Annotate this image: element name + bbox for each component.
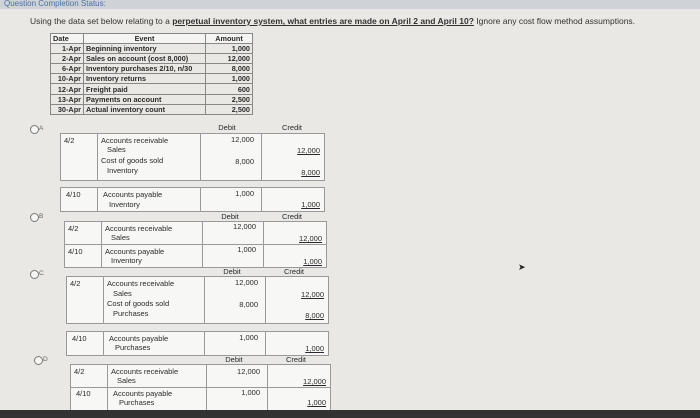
debit-amount: 1,000 [235,189,254,198]
row-date: 13-Apr [51,94,84,104]
account-name: Cost of goods sold [101,156,164,165]
credit-header: Credit [281,123,302,132]
debit-header: Debit [218,123,236,132]
account-name: Purchases [119,398,155,407]
debit-amount: 1,000 [241,388,260,397]
debit-header: Debit [221,212,239,221]
account-name: Sales [113,289,132,298]
option-c-letter: C [39,270,44,277]
account-name: Purchases [115,343,151,352]
account-name: Inventory [109,200,140,209]
account-name: Accounts payable [109,334,169,343]
row-amount: 600 [206,84,253,94]
entry-date: 4/10 [76,389,91,398]
entry-date: 4/10 [72,334,87,343]
entry-date: 4/10 [66,190,81,199]
option-d-letter: D [43,356,48,363]
table-row [51,84,253,94]
row-amount: 1,000 [206,44,253,54]
data-set-table [50,33,253,115]
account-name: Sales [107,145,126,154]
credit-header: Credit [283,267,304,276]
row-date: 1-Apr [51,44,84,54]
row-amount: 8,000 [206,64,253,74]
debit-amount: 8,000 [239,300,258,309]
table-row [51,74,253,84]
status-bar [0,0,700,9]
credit-amount: 1,000 [303,257,322,266]
debit-amount: 12,000 [237,367,260,376]
header-event: Event [84,34,206,44]
account-name: Accounts receivable [101,136,169,145]
question-tail: Ignore any cost flow method assumptions. [473,16,636,26]
row-date: 12-Apr [51,84,84,94]
table-header-row [51,34,253,44]
option-c-radio[interactable] [30,270,39,279]
header-amount: Amount [206,34,253,44]
row-date: 6-Apr [51,64,84,74]
option-a-letter: A [39,125,44,132]
row-event: Freight paid [84,84,206,94]
credit-header: Credit [281,212,302,221]
row-event: Payments on account [84,94,206,104]
table-row [51,44,253,54]
credit-amount: 12,000 [299,234,322,243]
entry-date: 4/2 [64,136,75,145]
option-d-radio[interactable] [34,356,43,365]
debit-amount: 12,000 [235,278,258,287]
status-label: Question Completion Status: [4,0,106,8]
account-name: Inventory [111,256,142,265]
debit-amount: 1,000 [239,333,258,342]
credit-amount: 12,000 [297,146,320,155]
question-lead: Using the data set below relating to a [30,16,173,26]
question-text [30,16,635,26]
account-name: Accounts receivable [107,279,175,288]
row-event: Actual inventory count [84,104,206,114]
option-a-radio[interactable] [30,125,39,134]
row-event: Sales on account (cost 8,000) [84,54,206,64]
bottom-bar [0,410,700,418]
credit-amount: 1,000 [307,398,326,407]
account-name: Accounts payable [113,389,173,398]
option-b-letter: B [39,213,44,220]
debit-amount: 12,000 [233,222,256,231]
row-event: Beginning inventory [84,44,206,54]
account-name: Accounts payable [103,190,163,199]
table-row [51,54,253,64]
debit-amount: 1,000 [237,245,256,254]
row-date: 10-Apr [51,74,84,84]
credit-amount: 1,000 [301,200,320,209]
row-amount: 12,000 [206,54,253,64]
account-name: Accounts receivable [111,367,179,376]
credit-amount: 8,000 [301,168,320,177]
account-name: Sales [111,233,130,242]
mouse-cursor-icon: ➤ [518,262,526,272]
row-date: 30-Apr [51,104,84,114]
row-date: 2-Apr [51,54,84,64]
credit-header: Credit [285,355,306,364]
table-row [51,94,253,104]
entry-date: 4/2 [74,367,85,376]
debit-header: Debit [223,267,241,276]
row-event: Inventory purchases 2/10, n/30 [84,64,206,74]
account-name: Purchases [113,309,149,318]
account-name: Accounts payable [105,247,165,256]
option-b-radio[interactable] [30,213,39,222]
debit-amount: 8,000 [235,157,254,166]
header-date: Date [51,34,84,44]
entry-date: 4/10 [68,247,83,256]
debit-amount: 12,000 [231,135,254,144]
row-amount: 1,000 [206,74,253,84]
debit-header: Debit [225,355,243,364]
account-name: Accounts receivable [105,224,173,233]
question-bold: perpetual inventory system, what entries are made on April 2 and April 10? [172,16,474,26]
row-amount: 2,500 [206,94,253,104]
account-name: Cost of goods sold [107,299,170,308]
credit-amount: 12,000 [303,377,326,386]
row-amount: 2,500 [206,104,253,114]
credit-amount: 8,000 [305,311,324,320]
credit-amount: 12,000 [301,290,324,299]
account-name: Sales [117,376,136,385]
table-row [51,64,253,74]
row-event: Inventory returns [84,74,206,84]
entry-date: 4/2 [68,224,79,233]
entry-date: 4/2 [70,279,81,288]
account-name: Inventory [107,166,138,175]
credit-amount: 1,000 [305,344,324,353]
table-row [51,104,253,114]
